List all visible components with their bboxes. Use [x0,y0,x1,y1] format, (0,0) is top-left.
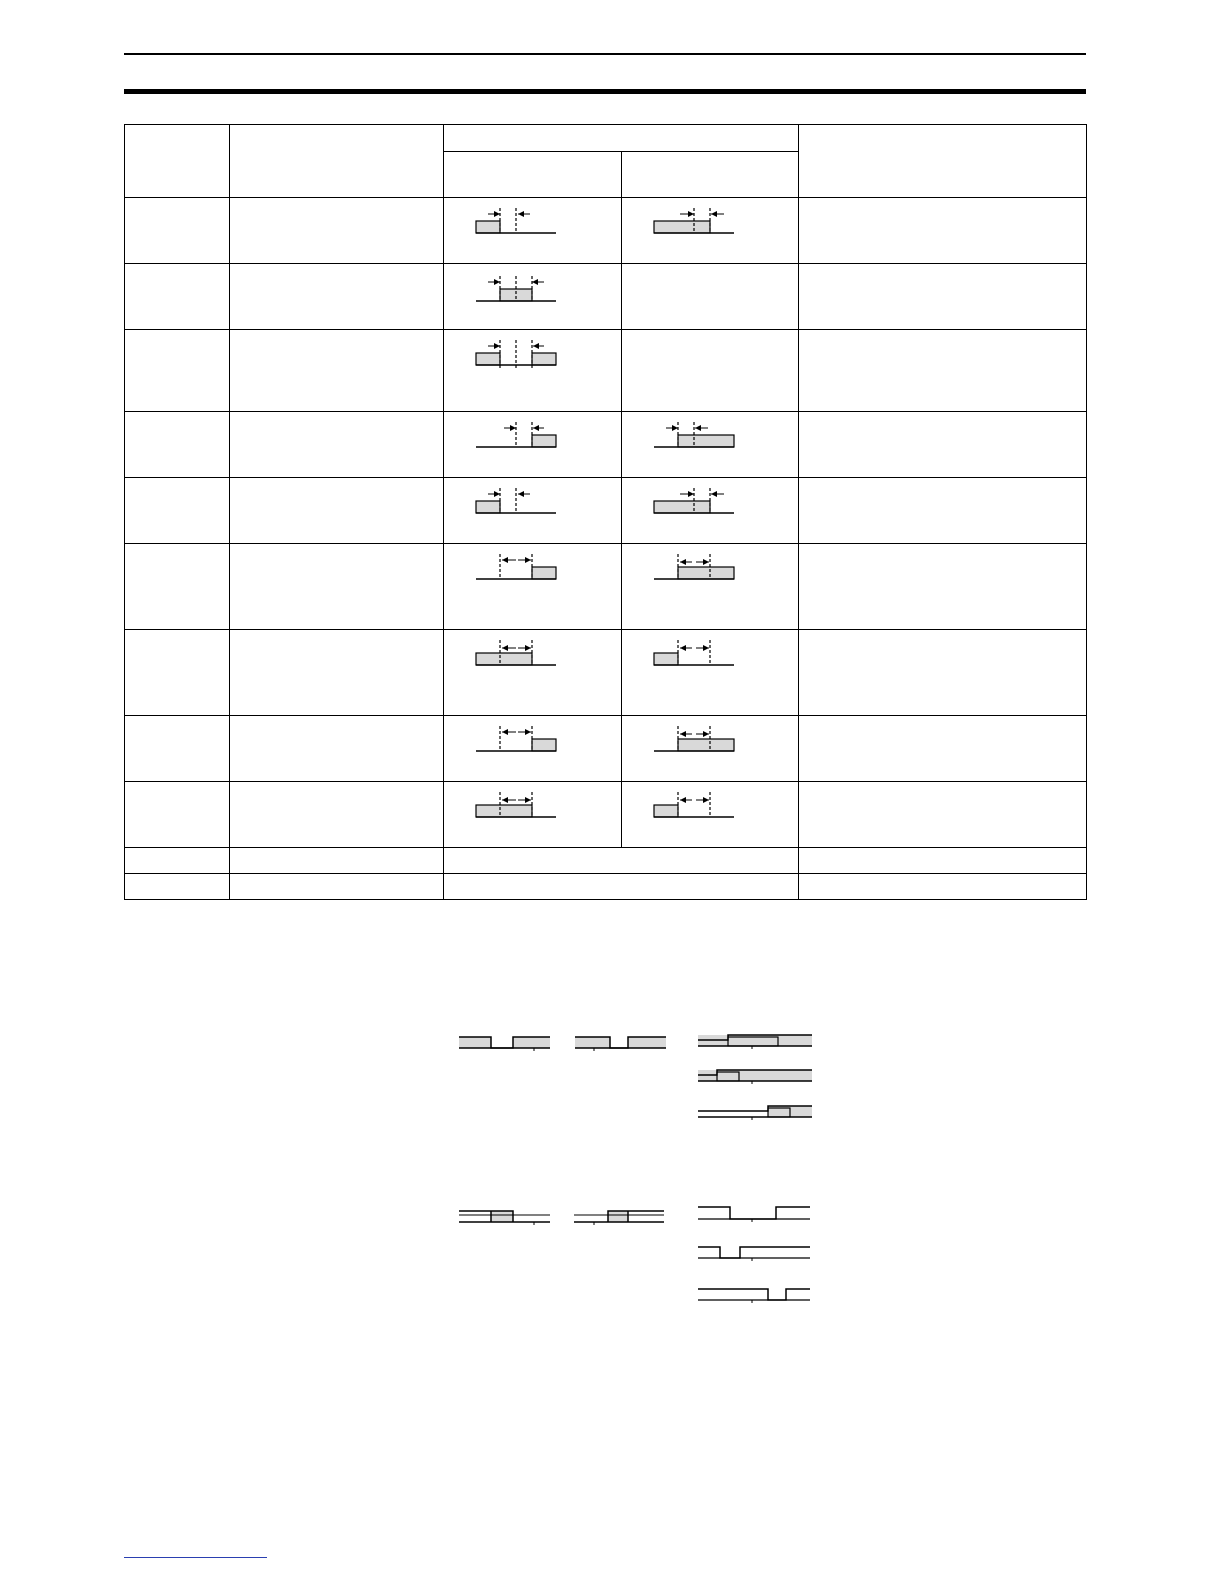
row-type [230,412,444,478]
positive-diagram-band-upper-limit [444,478,620,538]
table-row [125,874,1087,900]
header-rule-thick [124,89,1086,94]
figure-lower [440,1195,840,1310]
row-set [125,478,230,544]
row-description [799,630,1087,716]
row-description [799,478,1087,544]
positive-diagram-cell [444,264,622,330]
positive-diagram-cell [444,630,622,716]
negative-diagram-cell [622,716,799,782]
negative-diagram-cell [622,782,799,848]
row-type [230,848,444,874]
row-description [799,330,1087,412]
fig-a-5 [698,1106,812,1120]
fig-b-2 [574,1211,664,1225]
row-type [230,198,444,264]
row-description [799,264,1087,330]
positive-diagram-band-range-inside [444,264,620,324]
negative-diagram-absolute-lower-small [622,782,798,842]
row-set [125,630,230,716]
row-description [799,412,1087,478]
positive-diagram-absolute-upper [444,544,620,604]
row-type [230,874,444,900]
negative-diagram-cell [622,630,799,716]
positive-diagram-cell [444,716,622,782]
row-description [799,716,1087,782]
row-description [799,544,1087,630]
negative-diagram-cell [622,330,799,412]
negative-diagram-band-lower-limit-wide [622,412,798,472]
row-set [125,198,230,264]
footer-link-underline [124,1557,267,1558]
row-type [230,716,444,782]
header-description [799,125,1087,198]
fig-a-1 [459,1037,550,1051]
positive-diagram-cell [444,412,622,478]
negative-diagram-none [622,264,798,324]
row-description [799,848,1087,874]
fig-b-5 [698,1289,810,1303]
figure-upper [440,1020,840,1130]
table-row [125,782,1087,848]
negative-diagram-band-upper-limit-wide [622,478,798,538]
positive-diagram-cell [444,330,622,412]
fig-b-4 [698,1247,810,1261]
header-negative [622,152,799,198]
positive-diagram-absolute-lower [444,782,620,842]
header-output-function [444,125,799,152]
row-set [125,874,230,900]
negative-diagram-absolute-lower-small [622,630,798,690]
positive-diagram-cell [444,198,622,264]
fig-b-1 [459,1211,550,1225]
row-set [125,544,230,630]
negative-diagram-cell [622,544,799,630]
row-type [230,782,444,848]
positive-diagram-cell [444,478,622,544]
row-type [230,264,444,330]
row-type [230,630,444,716]
negative-diagram-cell [622,264,799,330]
output-function-cell [444,874,799,900]
output-function-cell [444,848,799,874]
row-set [125,264,230,330]
positive-diagram-cell [444,544,622,630]
negative-diagram-cell [622,412,799,478]
header-set-value [125,125,230,198]
table-row [125,330,1087,412]
negative-diagram-none [622,330,798,390]
negative-diagram-absolute-upper-wide [622,544,798,604]
negative-diagram-absolute-upper-wide [622,716,798,776]
table-row [125,198,1087,264]
table-row [125,630,1087,716]
row-description [799,198,1087,264]
positive-diagram-band-lower-limit [444,412,620,472]
row-set [125,848,230,874]
positive-diagram-band-upper-limit [444,198,620,258]
row-description [799,782,1087,848]
row-type [230,330,444,412]
fig-a-4 [698,1070,812,1084]
positive-diagram-cell [444,782,622,848]
table-row [125,716,1087,782]
table-row [125,544,1087,630]
negative-diagram-cell [622,478,799,544]
row-set [125,782,230,848]
negative-diagram-band-upper-limit-wide [622,198,798,258]
positive-diagram-band-range-outside [444,330,620,390]
fig-a-2 [575,1037,666,1051]
table-row [125,478,1087,544]
row-set [125,412,230,478]
row-set [125,330,230,412]
header-rule-thin [124,53,1086,55]
row-description [799,874,1087,900]
row-set [125,716,230,782]
row-type [230,544,444,630]
positive-diagram-absolute-lower [444,630,620,690]
positive-diagram-absolute-upper [444,716,620,776]
fig-a-3 [698,1035,812,1049]
header-alarm-type [230,125,444,198]
table-row [125,264,1087,330]
negative-diagram-cell [622,198,799,264]
table-row [125,412,1087,478]
row-type [230,478,444,544]
fig-b-3 [698,1207,810,1222]
table-row [125,848,1087,874]
alarm-type-table [124,124,1087,900]
header-positive [444,152,622,198]
